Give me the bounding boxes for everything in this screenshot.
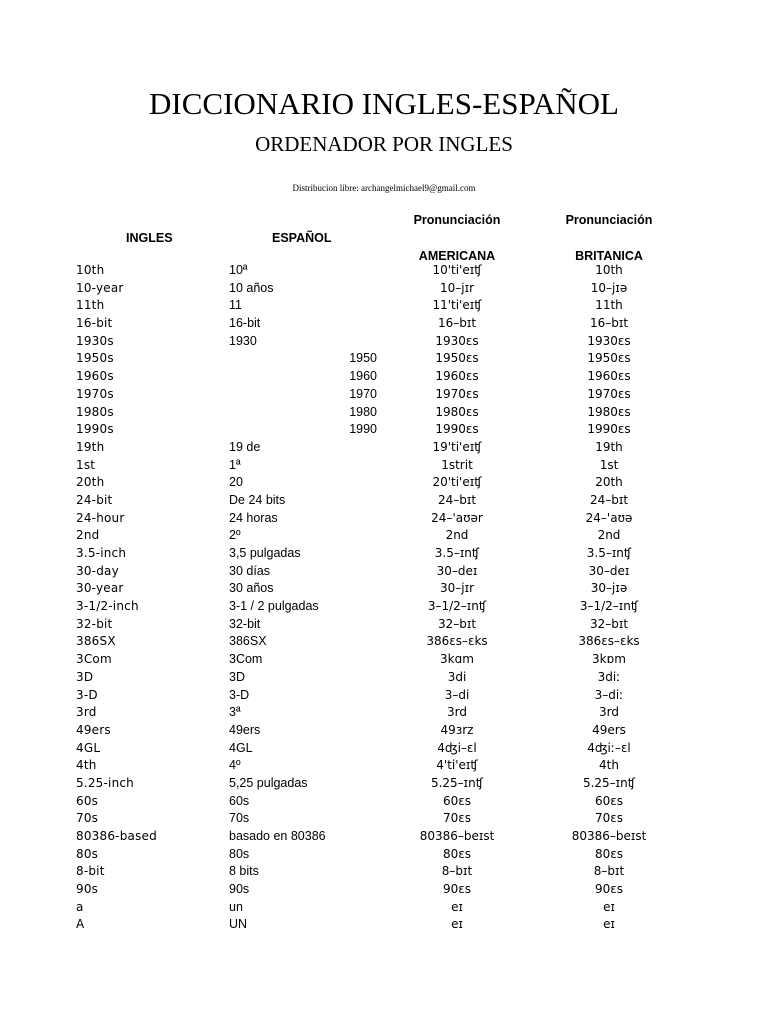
spanish-term: 3D — [229, 669, 245, 684]
table-row — [0, 740, 768, 758]
spanish-term: 3ª — [229, 705, 241, 720]
english-term: 30-day — [76, 563, 119, 578]
american-pronunciation: eɪ — [451, 899, 463, 914]
english-term: 16-bit — [76, 316, 113, 331]
british-pronunciation: 90ɛs — [594, 882, 623, 897]
spanish-term: 1950 — [349, 351, 377, 366]
british-pronunciation: 5.25–ɪnʧ — [582, 775, 636, 790]
table-row — [0, 404, 768, 422]
english-term: 386SX — [76, 634, 116, 649]
table-row — [0, 687, 768, 705]
english-term: 8-bit — [76, 864, 105, 879]
american-pronunciation: 10–jɪr — [440, 280, 474, 295]
english-term: 1st — [76, 457, 96, 472]
table-row — [0, 386, 768, 404]
table-row — [0, 669, 768, 687]
spanish-term: 4GL — [229, 740, 253, 755]
american-pronunciation: 3di — [447, 669, 467, 684]
british-pronunciation: 20th — [595, 475, 623, 490]
english-term: 19th — [76, 439, 105, 454]
spanish-term: 90s — [229, 882, 250, 897]
english-term: 80386-based — [76, 829, 157, 843]
spanish-term: 5,25 pulgadas — [229, 775, 308, 790]
british-pronunciation: 1990ɛs — [587, 422, 631, 437]
english-term: 24-hour — [76, 510, 125, 525]
british-pronunciation: 3kɒm — [592, 652, 626, 667]
spanish-term: 20 — [229, 475, 243, 490]
english-term: 3-D — [76, 687, 98, 702]
table-row — [0, 598, 768, 616]
table-row — [0, 262, 768, 280]
american-pronunciation: 24–'aʊər — [431, 510, 483, 525]
english-term: 3-1/2-inch — [76, 599, 139, 614]
english-term: 4th — [76, 758, 97, 773]
american-pronunciation: 70ɛs — [442, 811, 471, 826]
american-pronunciation: 1930ɛs — [435, 333, 479, 348]
british-pronunciation: 1960ɛs — [587, 369, 631, 384]
spanish-term: 24 horas — [229, 510, 278, 525]
american-pronunciation: 3kɑm — [440, 652, 474, 667]
table-row — [0, 368, 768, 386]
american-pronunciation: 49ɜrz — [440, 722, 474, 737]
spanish-term: 16-bit — [229, 316, 261, 331]
header-pron-american-line1: Pronunciación — [413, 213, 501, 227]
spanish-term: 80s — [229, 846, 250, 861]
british-pronunciation: 3–diː — [594, 687, 624, 702]
british-pronunciation: 3diː — [597, 669, 621, 684]
american-pronunciation: 3.5–ɪnʧ — [434, 546, 480, 560]
table-row — [0, 457, 768, 475]
english-term: 11th — [76, 298, 105, 313]
table-row — [0, 333, 768, 351]
table-row — [0, 510, 768, 528]
table-row — [0, 280, 768, 298]
british-pronunciation: 60ɛs — [594, 793, 623, 808]
spanish-term: 1ª — [229, 457, 241, 472]
american-pronunciation: 2nd — [445, 528, 469, 543]
spanish-term: 1960 — [349, 369, 377, 384]
british-pronunciation: 1950ɛs — [587, 351, 631, 366]
spanish-term: un — [229, 899, 243, 914]
table-row — [0, 563, 768, 581]
table-row — [0, 297, 768, 315]
american-pronunciation: 19'ti'eɪʧ — [432, 439, 482, 454]
english-term: 10th — [76, 263, 105, 277]
american-pronunciation: 1990ɛs — [435, 422, 479, 437]
english-term: 1930s — [76, 333, 114, 348]
english-term: 30-year — [76, 581, 124, 596]
american-pronunciation: 5.25–ɪnʧ — [430, 775, 484, 790]
british-pronunciation: 11th — [595, 298, 623, 313]
table-row — [0, 439, 768, 457]
english-term: 20th — [76, 475, 105, 490]
british-pronunciation: eɪ — [603, 899, 615, 914]
british-pronunciation: 32–bɪt — [589, 616, 629, 631]
british-pronunciation: 16–bɪt — [589, 316, 629, 331]
spanish-term: 3,5 pulgadas — [229, 546, 301, 560]
american-pronunciation: 1980ɛs — [435, 404, 479, 419]
distribution-credit: Distribucion libre: archangelmichael9@gmail.com — [292, 183, 476, 193]
table-row — [0, 828, 768, 846]
english-term: 3rd — [76, 705, 97, 720]
english-term: 2nd — [76, 528, 100, 543]
table-row — [0, 810, 768, 828]
table-row — [0, 722, 768, 740]
british-pronunciation: 3–1/2–ɪnʧ — [579, 599, 639, 614]
spanish-term: 60s — [229, 793, 250, 808]
spanish-term: 1990 — [349, 422, 377, 437]
header-pron-american-line2: AMERICANA — [418, 249, 496, 263]
american-pronunciation: 3–1/2–ɪnʧ — [427, 599, 487, 614]
spanish-term: 3-D — [229, 687, 250, 702]
table-row — [0, 580, 768, 598]
american-pronunciation: 90ɛs — [442, 882, 471, 897]
table-row — [0, 616, 768, 634]
table-row — [0, 775, 768, 793]
spanish-term: 3Com — [229, 652, 263, 667]
spanish-term: 1970 — [349, 386, 377, 401]
english-term: 80s — [76, 846, 99, 861]
english-term: 1990s — [76, 422, 114, 437]
american-pronunciation: 1strit — [441, 457, 473, 472]
table-row — [0, 846, 768, 864]
american-pronunciation: 30–deɪ — [436, 563, 478, 578]
table-row — [0, 863, 768, 881]
table-row — [0, 474, 768, 492]
english-term: 1950s — [76, 351, 114, 366]
table-row — [0, 633, 768, 651]
english-term: 32-bit — [76, 616, 113, 631]
table-row — [0, 793, 768, 811]
table-row — [0, 421, 768, 439]
spanish-term: 386SX — [229, 634, 267, 649]
table-row — [0, 651, 768, 669]
table-row — [0, 704, 768, 722]
table-row — [0, 757, 768, 775]
english-term: a — [76, 899, 84, 914]
spanish-term: 30 años — [229, 581, 274, 596]
spanish-term: 49ers — [229, 722, 261, 737]
american-pronunciation: 80ɛs — [442, 846, 471, 861]
header-pron-british-line1: Pronunciación — [565, 213, 653, 227]
british-pronunciation: 80ɛs — [594, 846, 623, 861]
english-term: A — [76, 917, 85, 932]
english-term: 4GL — [76, 740, 101, 755]
british-pronunciation: 3rd — [599, 705, 619, 720]
british-pronunciation: 80386–beɪst — [571, 829, 647, 843]
american-pronunciation: 16–bɪt — [437, 316, 477, 331]
american-pronunciation: 60ɛs — [442, 793, 471, 808]
british-pronunciation: 24–bɪt — [589, 492, 629, 507]
header-ingles: INGLES — [126, 231, 173, 245]
american-pronunciation: 3–di — [444, 687, 470, 702]
american-pronunciation: 1960ɛs — [435, 369, 479, 384]
british-pronunciation: 30–deɪ — [588, 563, 630, 578]
page-title: DICCIONARIO INGLES-ESPAÑOL — [149, 86, 619, 121]
english-term: 24-bit — [76, 492, 113, 507]
spanish-term: 32-bit — [229, 616, 261, 631]
british-pronunciation: 3.5–ɪnʧ — [586, 546, 632, 560]
spanish-term: 19 de — [229, 439, 261, 454]
american-pronunciation: 24–bɪt — [437, 492, 477, 507]
british-pronunciation: 2nd — [597, 528, 621, 543]
table-row — [0, 881, 768, 899]
english-term: 10-year — [76, 280, 124, 295]
english-term: 5.25-inch — [76, 775, 134, 790]
spanish-term: basado en 80386 — [229, 829, 326, 843]
spanish-term: 70s — [229, 811, 250, 826]
english-term: 49ers — [76, 722, 111, 737]
british-pronunciation: eɪ — [603, 917, 615, 932]
british-pronunciation: 1980ɛs — [587, 404, 631, 419]
english-term: 60s — [76, 793, 99, 808]
american-pronunciation: 11'ti'eɪʧ — [432, 298, 482, 313]
table-row — [0, 492, 768, 510]
spanish-term: 4º — [229, 758, 241, 773]
american-pronunciation: 1970ɛs — [435, 386, 479, 401]
spanish-term: 2º — [229, 528, 241, 543]
english-term: 3D — [76, 669, 94, 684]
british-pronunciation: 4ʤiː–ɛl — [587, 740, 631, 755]
british-pronunciation: 30–jɪə — [590, 581, 628, 596]
british-pronunciation: 49ers — [592, 722, 626, 737]
spanish-term: UN — [229, 917, 248, 932]
spanish-term: 3-1 / 2 pulgadas — [229, 599, 319, 614]
british-pronunciation: 1970ɛs — [587, 386, 631, 401]
british-pronunciation: 70ɛs — [594, 811, 623, 826]
spanish-term: 1930 — [229, 333, 257, 348]
spanish-term: 11 — [229, 298, 242, 313]
british-pronunciation: 19th — [595, 439, 623, 454]
american-pronunciation: 3rd — [447, 705, 467, 720]
american-pronunciation: 1950ɛs — [435, 351, 479, 366]
spanish-term: 10 años — [229, 280, 274, 295]
english-term: 3Com — [76, 652, 112, 667]
british-pronunciation: 10th — [595, 263, 623, 277]
british-pronunciation: 1st — [599, 457, 619, 472]
british-pronunciation: 4th — [599, 758, 619, 773]
table-row — [0, 899, 768, 917]
american-pronunciation: 386ɛs–ɛks — [426, 634, 488, 649]
english-term: 3.5-inch — [76, 546, 127, 560]
american-pronunciation: 80386–beɪst — [419, 829, 495, 843]
header-pron-british-line2: BRITANICA — [575, 249, 643, 263]
british-pronunciation: 10–jɪə — [590, 280, 628, 295]
table-row — [0, 545, 768, 563]
spanish-term: De 24 bits — [229, 492, 286, 507]
table-row — [0, 527, 768, 545]
spanish-term: 1980 — [349, 404, 377, 419]
spanish-term: 10ª — [229, 263, 248, 277]
english-term: 1970s — [76, 386, 114, 401]
english-term: 70s — [76, 811, 99, 826]
american-pronunciation: 8–bɪt — [441, 864, 473, 879]
page-subtitle: ORDENADOR POR INGLES — [255, 132, 513, 156]
american-pronunciation: eɪ — [451, 917, 463, 932]
british-pronunciation: 1930ɛs — [587, 333, 631, 348]
spanish-term: 8 bits — [229, 864, 259, 879]
british-pronunciation: 8–bɪt — [593, 864, 625, 879]
american-pronunciation: 4ʤi–ɛl — [437, 740, 477, 755]
table-row — [0, 350, 768, 368]
header-espanol: ESPAÑOL — [272, 231, 332, 245]
american-pronunciation: 10'ti'eɪʧ — [432, 263, 482, 277]
english-term: 1960s — [76, 369, 114, 384]
british-pronunciation: 386ɛs–ɛks — [578, 634, 640, 649]
british-pronunciation: 24–'aʊə — [585, 510, 633, 525]
spanish-term: 30 días — [229, 563, 271, 578]
american-pronunciation: 20'ti'eɪʧ — [432, 475, 482, 490]
table-row — [0, 916, 768, 934]
american-pronunciation: 32–bɪt — [437, 616, 477, 631]
english-term: 90s — [76, 882, 99, 897]
english-term: 1980s — [76, 404, 114, 419]
dictionary-table — [0, 262, 768, 934]
american-pronunciation: 30–jɪr — [440, 581, 474, 596]
american-pronunciation: 4'ti'eɪʧ — [436, 758, 478, 773]
table-row — [0, 315, 768, 333]
